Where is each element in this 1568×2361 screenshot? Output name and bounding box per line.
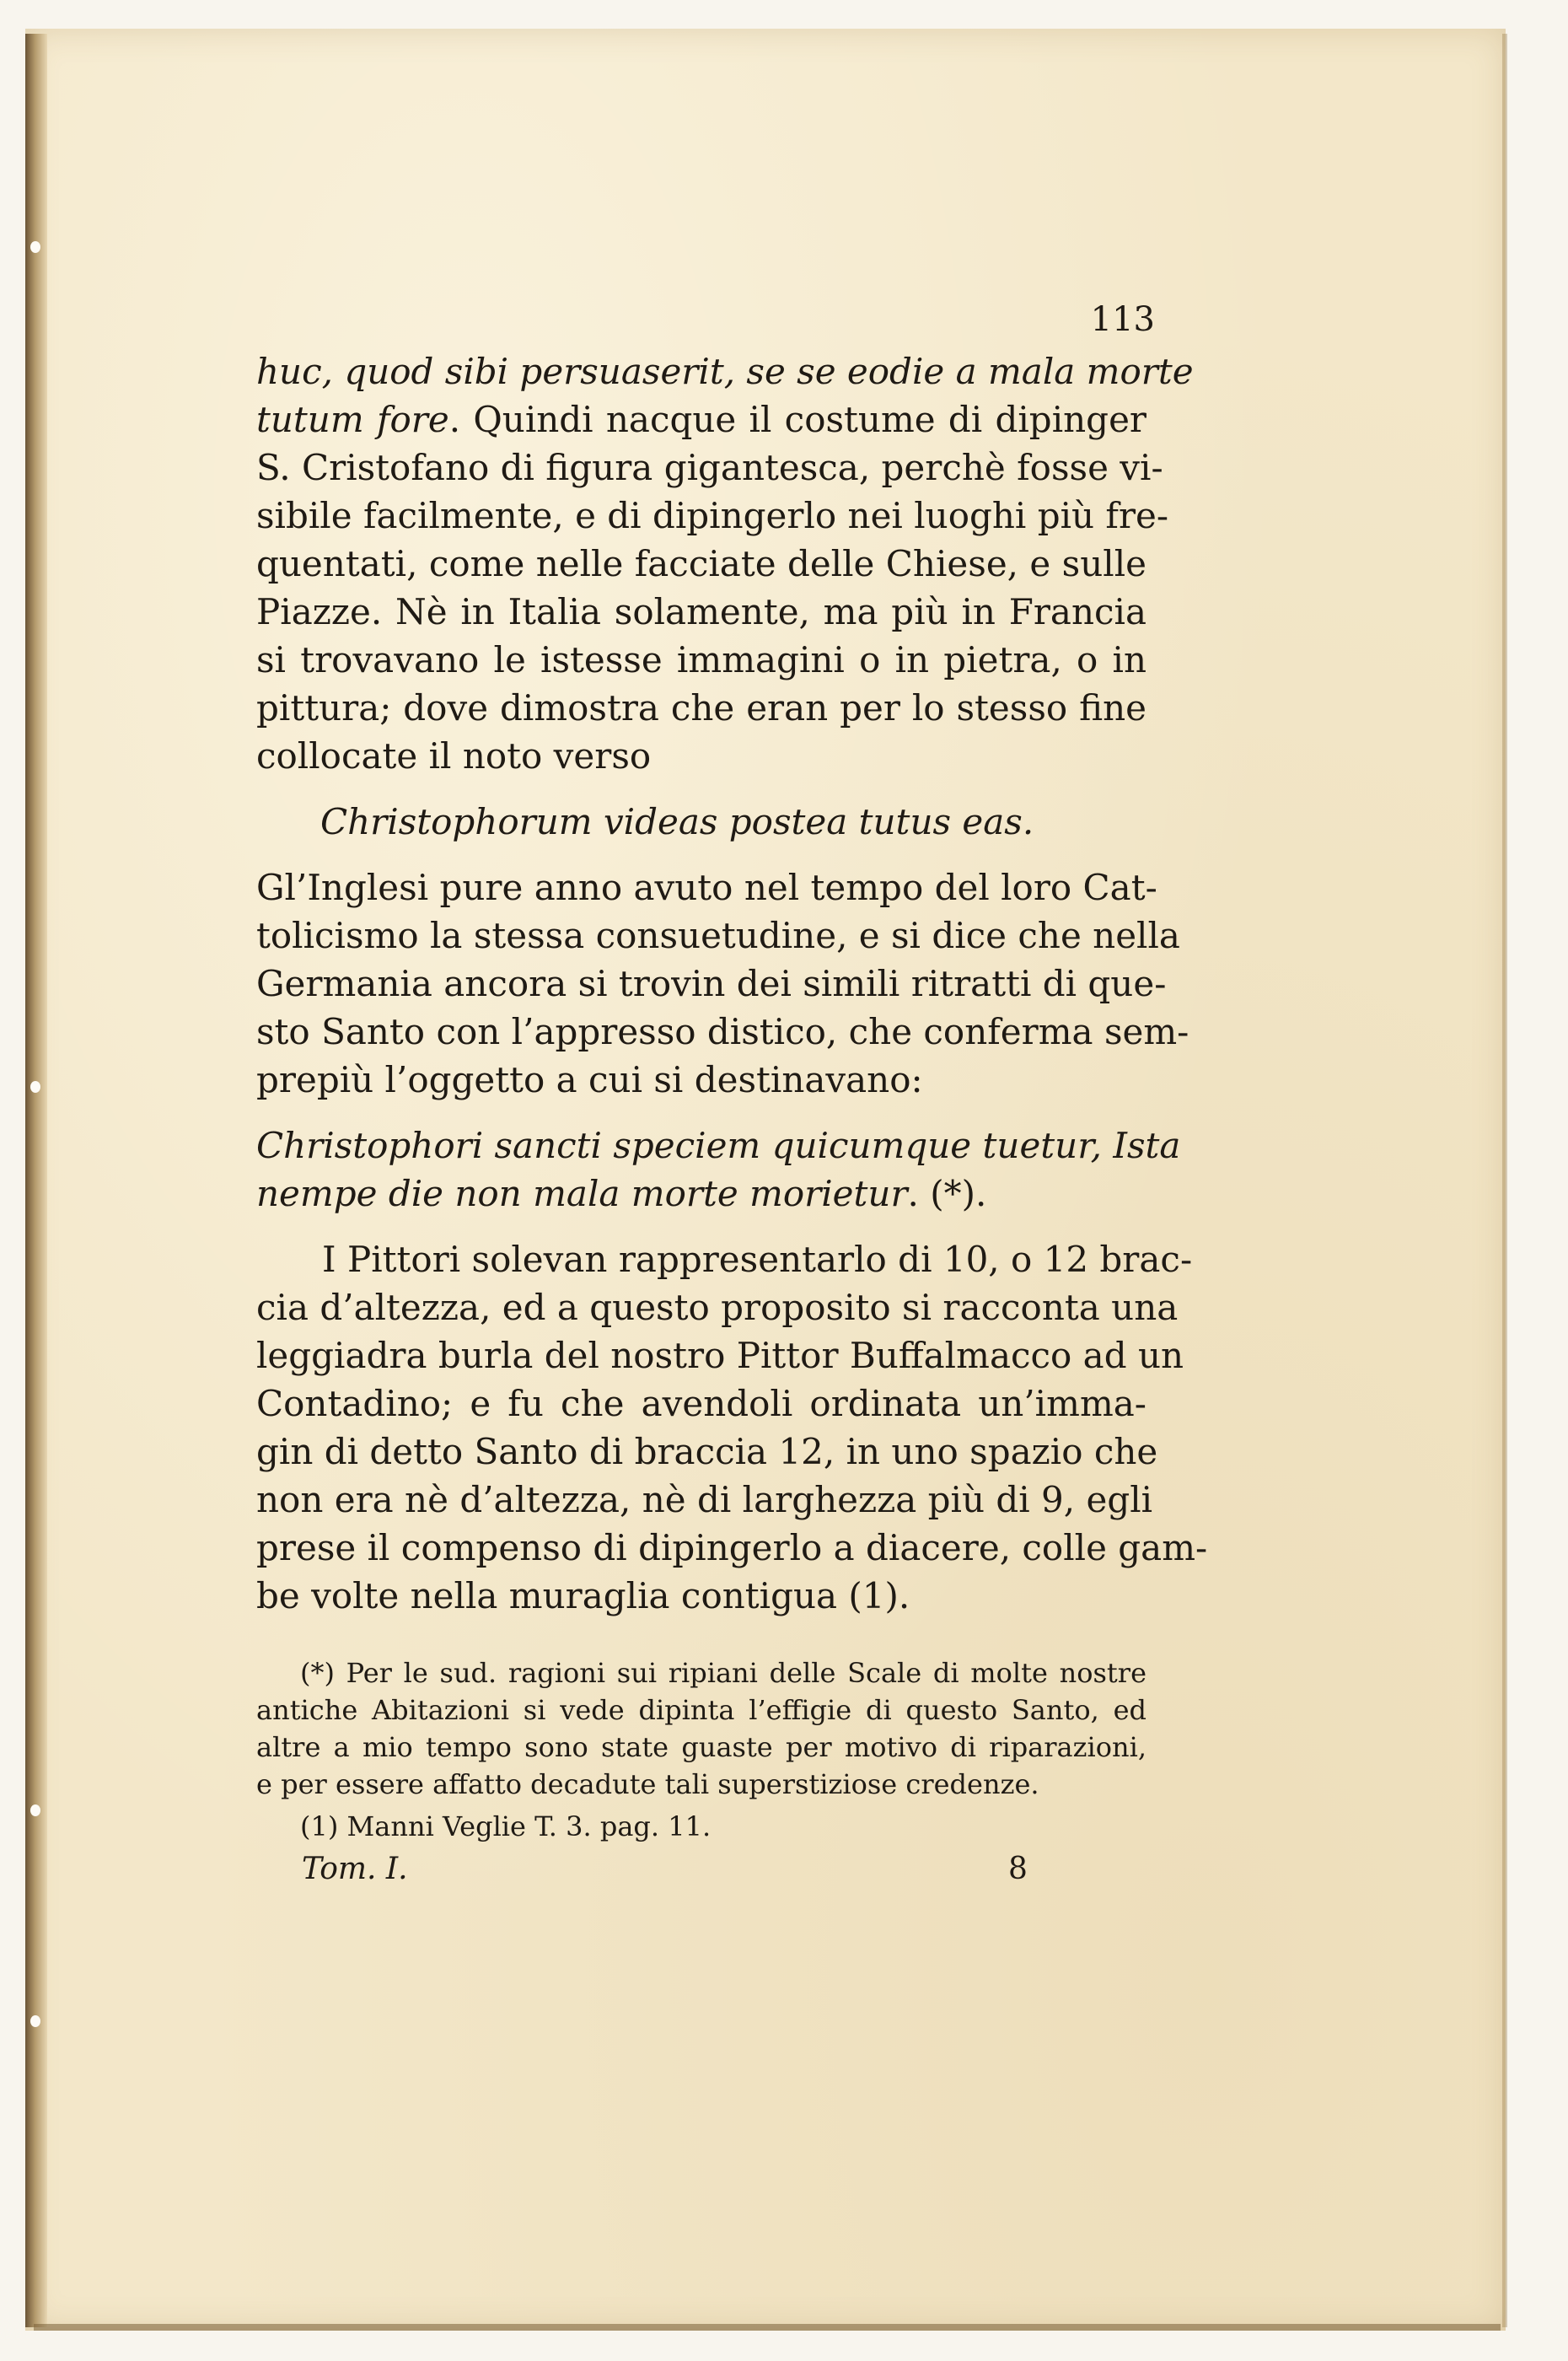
text-line: quentati, come nelle facciate delle Chiese, e sulle xyxy=(256,543,1146,584)
text-line: S. Cristofano di figura gigantesca, perchè fosse vi- xyxy=(256,447,1163,488)
footnote-line: antiche Abitazioni si vede dipinta l’effigie di questo Santo, ed xyxy=(256,1694,1146,1726)
binding-hole xyxy=(30,1081,40,1093)
footnote-line: altre a mio tempo sono state guaste per motivo di riparazioni, xyxy=(256,1731,1146,1763)
volume-signature: Tom. I. xyxy=(302,1852,408,1886)
text-line: sto Santo con l’appresso distico, che conferma sem- xyxy=(256,1011,1189,1052)
text-line: pittura; dove dimostra che eran per lo stesso fine xyxy=(256,687,1146,729)
text-line: I Pittori solevan rappresentarlo di 10, o 12 brac- xyxy=(322,1239,1193,1280)
text-line: si trovavano le istesse immagini o in pietra, o in xyxy=(256,639,1146,680)
text-line: Germania ancora si trovin dei simili ritratti di que- xyxy=(256,963,1167,1004)
text-line xyxy=(256,347,1194,395)
footnote-reference: (1) Manni Veglie T. 3. pag. 11. xyxy=(300,1810,712,1842)
binding-edge xyxy=(25,34,47,2327)
text-line: Gl’Inglesi pure anno avuto nel tempo del loro Cat- xyxy=(256,867,1157,908)
text-line: be volte nella muraglia contigua (1). xyxy=(256,1575,910,1616)
bottom-page-edge xyxy=(34,2324,1501,2331)
page-number: 113 xyxy=(1090,300,1155,339)
text-line: Piazze. Nè in Italia solamente, ma più in Francia xyxy=(256,591,1146,632)
latin-verse: Christophorum videas postea tutus eas. xyxy=(320,801,1034,842)
text-line: non era nè d’altezza, nè di larghezza più di 9, egli xyxy=(256,1479,1153,1520)
text-line: leggiadra burla del nostro Pittor Buffalmacco ad un xyxy=(256,1335,1184,1376)
text-line: cia d’altezza, ed a questo proposito si racconta una xyxy=(256,1287,1179,1328)
text-line: prepiù l’oggetto a cui si destinavano: xyxy=(256,1059,923,1100)
binding-hole xyxy=(30,241,40,253)
text-line: Contadino; e fu che avendoli ordinata un’imma- xyxy=(256,1383,1146,1424)
binding-hole xyxy=(30,1804,40,1816)
latin-distich: Christophori sancti speciem quicumque tuetur, Ista xyxy=(256,1125,1181,1166)
text-line: collocate il noto verso xyxy=(256,735,652,777)
latin-phrase: tutum fore xyxy=(256,399,449,440)
latin-distich: nempe die non mala morte morietur. (*). xyxy=(256,1173,987,1214)
gathering-mark: 8 xyxy=(1008,1852,1028,1886)
binding-hole xyxy=(30,2015,40,2027)
footnote-line: e per essere affatto decadute tali superstiziose credenze. xyxy=(256,1768,1039,1800)
text-line: tutum fore. Quindi nacque il costume di dipinger xyxy=(256,399,1146,440)
right-page-edge xyxy=(1502,34,1507,2327)
footnote-mark: . (*). xyxy=(907,1173,987,1214)
text-line: prese il compenso di dipingerlo a diacere, colle gam- xyxy=(256,1527,1208,1568)
text-line: gin di detto Santo di braccia 12, in uno spazio che xyxy=(256,1431,1158,1472)
text-line: tolicismo la stessa consuetudine, e si dice che nella xyxy=(256,915,1180,956)
latin-phrase: huc, quod sibi persuaserit, se se eodie a mala morte xyxy=(256,351,1194,392)
footnote-line: (*) Per le sud. ragioni sui ripiani delle Scale di molte nostre xyxy=(300,1657,1146,1689)
text-line: sibile facilmente, e di dipingerlo nei luoghi più fre- xyxy=(256,495,1169,536)
